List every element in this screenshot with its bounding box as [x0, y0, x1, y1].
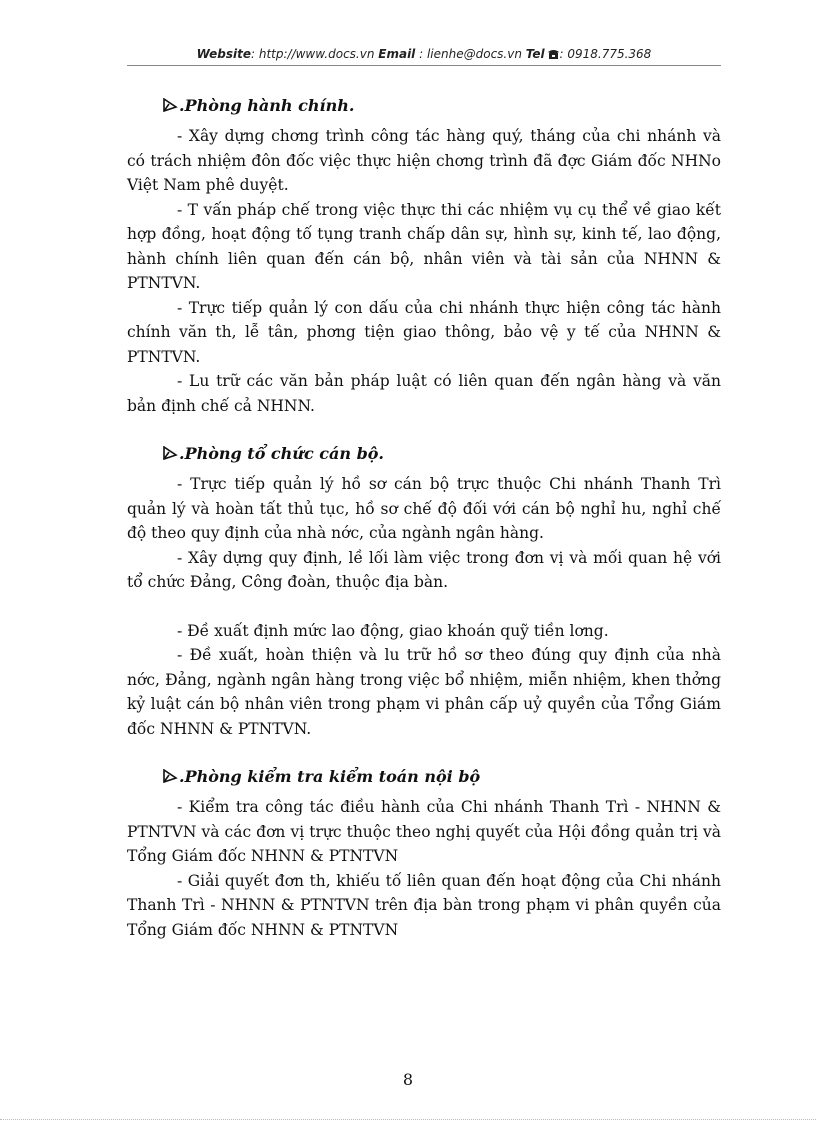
email-label: Email [378, 47, 416, 61]
section-title-text: .Phòng hành chính. [179, 96, 355, 115]
section-title [162, 767, 721, 787]
telephone-icon [548, 49, 559, 59]
arrow-bullet-icon [162, 446, 178, 460]
website-value: : http://www.docs.vn [251, 47, 379, 61]
section-internal-audit [127, 767, 721, 942]
section-title-text: .Phòng kiểm tra kiểm toán nội bộ [179, 767, 481, 786]
arrow-bullet-icon [162, 769, 178, 783]
paragraph: - Lu trữ các văn bản pháp luật có liên quan đến ngân hàng và văn bản định chế cả NHNN. [127, 372, 721, 415]
section-title [162, 96, 721, 116]
tel-label: Tel [525, 47, 545, 61]
paragraph: - Xây dựng chơng trình công tác hàng quý, tháng của chi nhánh và có trách nhiệm đôn đốc việc thực hiện chơng trình đã đợc Giám đốc NHNo Việt Nam phê duyệt. [127, 127, 721, 194]
paragraph: - Giải quyết đơn th, khiếu tố liên quan đến hoạt động của Chi nhánh Thanh Trì - NHNN & PTNTVN trên địa bàn trong phạm vi phân quyền của Tổng Giám đốc NHNN & PTNTVN [127, 871, 721, 939]
paragraph: - Kiểm tra công tác điều hành của Chi nhánh Thanh Trì - NHNN & PTNTVN và các đơn vị trực thuộc theo nghị quyết của Hội đồng quản trị và Tổng Giám đốc NHNN & PTNTVN [127, 798, 721, 865]
blank-line [127, 595, 721, 619]
document-body [127, 96, 721, 968]
header-divider [127, 65, 721, 66]
arrow-bullet-icon [162, 98, 178, 112]
page-header [127, 47, 721, 61]
website-label: Website [196, 47, 251, 61]
page-bottom-border [0, 1119, 816, 1120]
section-administration [127, 96, 721, 418]
page-number: 8 [402, 1070, 414, 1089]
section-title-text: .Phòng tổ chức cán bộ. [179, 444, 384, 463]
tel-value: : 0918.775.368 [559, 47, 652, 61]
section-title [162, 444, 721, 464]
paragraph: - Xây dựng quy định, lề lối làm việc trong đơn vị và mối quan hệ với tổ chức Đảng, Công đoàn, thuộc địa bàn. [127, 548, 721, 591]
paragraph: - Trực tiếp quản lý con dấu của chi nhánh thực hiện công tác hành chính văn th, lễ tân, phơng tiện giao thông, bảo vệ y tế của NHNN & PTNTVN. [127, 298, 721, 366]
email-value: : lienhe@docs.vn [415, 47, 526, 61]
paragraph: - Đề xuất định mức lao động, giao khoán quỹ tiền lơng. [177, 621, 609, 640]
section-personnel [127, 444, 721, 741]
paragraph: - Đề xuất, hoàn thiện và lu trữ hồ sơ theo đúng quy định của nhà nớc, Đảng, ngành ngân hàng trong việc bổ nhiệm, miễn nhiệm, khen thởng kỷ luật cán bộ nhân viên trong phạm vi phân cấp uỷ quyền của Tổng Giám đốc NHNN & PTNTVN. [127, 646, 721, 738]
paragraph: - Trực tiếp quản lý hồ sơ cán bộ trực thuộc Chi nhánh Thanh Trì quản lý và hoàn tất thủ tục, hồ sơ chế độ đối với cán bộ nghỉ hu, nghỉ chế độ theo quy định của nhà nớc, của ngành ngân hàng. [127, 475, 721, 542]
paragraph: - T vấn pháp chế trong việc thực thi các nhiệm vụ cụ thể về giao kết hợp đồng, hoạt động tố tụng tranh chấp dân sự, hình sự, kinh tế, lao động, hành chính liên quan đến cán bộ, nhân viên và tài sản của NHNN & PTNTVN. [127, 200, 721, 292]
